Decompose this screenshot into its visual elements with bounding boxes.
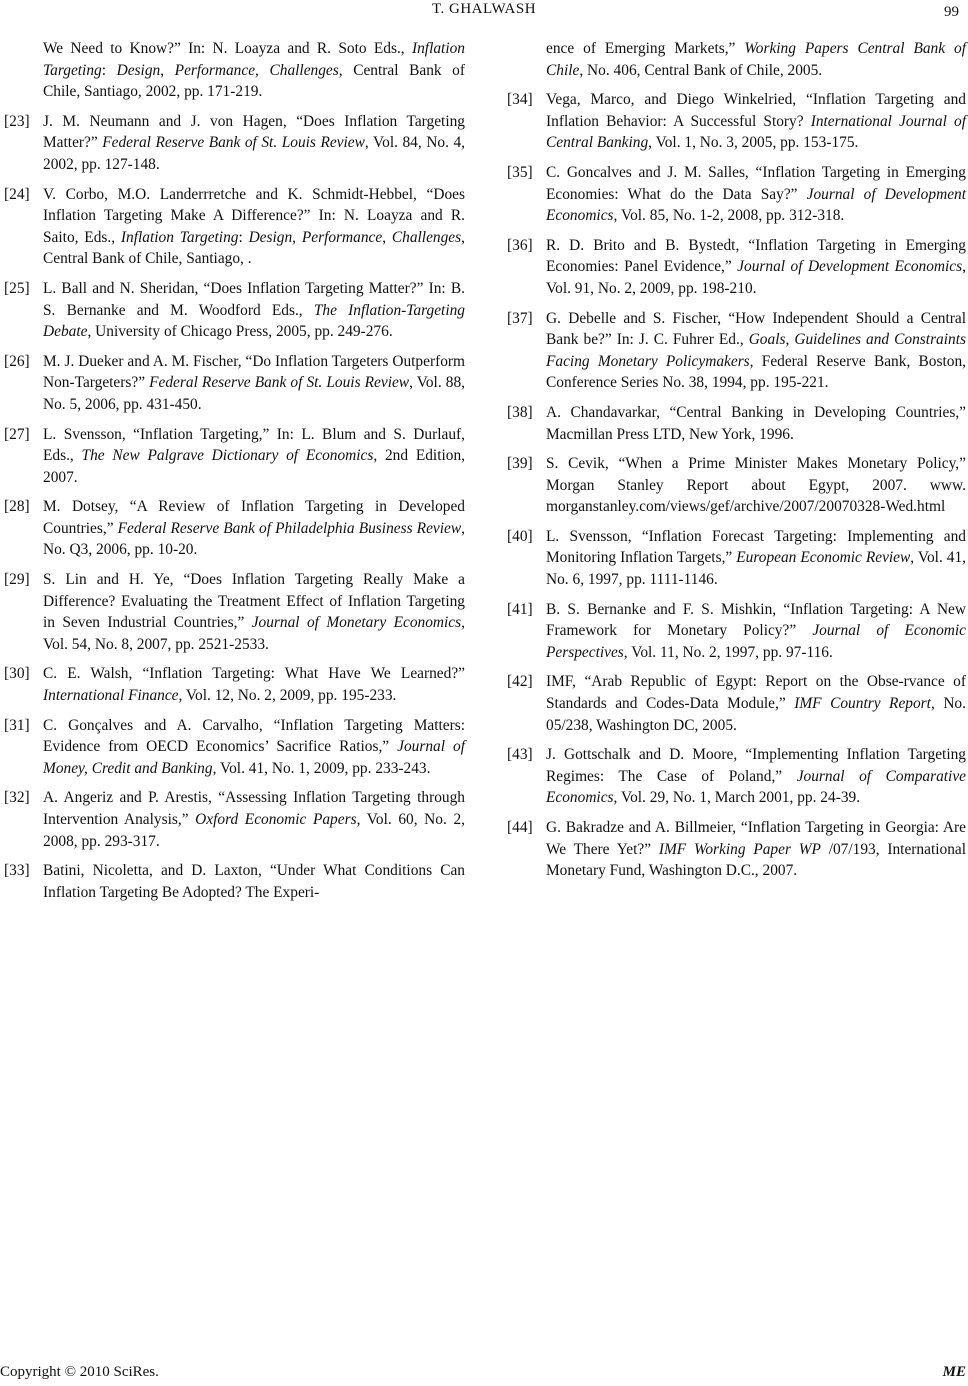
reference-entry <box>503 308 966 394</box>
text-segment: , Central Bank of Chile, Santiago, 2002, pp. 171-219. <box>43 61 465 101</box>
reference-entry <box>503 817 966 882</box>
reference-entry <box>0 351 465 416</box>
italic-title-segment: Federal Reserve Bank of Philadelphia Business Review <box>117 519 462 537</box>
reference-text <box>43 663 465 706</box>
text-segment: , Vol. 85, No. 1-2, 2008, pp. 312-318. <box>613 207 845 225</box>
italic-title-segment: International Finance <box>43 687 179 705</box>
reference-number: [28] <box>4 498 30 516</box>
text-segment: A. Chandavarkar, “Central Banking in Developing Countries,” Macmillan Press LTD, New York, 1996. <box>546 403 966 443</box>
reference-entry <box>503 235 966 300</box>
reference-number: [37] <box>507 309 533 327</box>
text-segment: : <box>101 61 117 79</box>
reference-entry <box>503 402 966 445</box>
text-segment: , <box>255 61 270 79</box>
italic-title-segment: Goals <box>748 331 786 349</box>
reference-entry <box>0 569 465 655</box>
left-column <box>0 38 465 911</box>
italic-title-segment: Journal of Economic Perspectives <box>546 622 966 661</box>
reference-entry <box>503 526 966 591</box>
reference-text <box>43 860 465 903</box>
reference-number: [35] <box>507 163 533 181</box>
italic-title-segment: Journal of Comparative Economics <box>546 767 966 807</box>
italic-title-segment: Challenges <box>269 61 339 79</box>
reference-text <box>43 351 465 416</box>
text-segment: C. E. Walsh, “Inflation Targeting: What Have We Learned?” <box>43 665 465 683</box>
text-segment: , Vol. 41, No. 6, 1997, pp. 1111-1146. <box>546 549 966 589</box>
text-segment: A. Angeriz and P. Arestis, “Assessing Inflation Targeting through Intervention Analysis,” <box>43 789 465 828</box>
text-segment: J. Gottschalk and D. Moore, “Implementing Inflation Targeting Regimes: The Case of Poland,” <box>546 746 966 785</box>
reference-number: [34] <box>507 91 533 109</box>
italic-title-segment: Journal of Development Economics <box>546 185 966 225</box>
text-segment: , Vol. 91, No. 2, 2009, pp. 198-210. <box>546 258 966 297</box>
italic-title-segment: Inflation Targeting <box>120 228 239 246</box>
reference-entry <box>503 162 966 227</box>
text-segment: , Vol. 41, No. 1, 2009, pp. 233-243. <box>212 759 431 777</box>
text-segment: , No. Q3, 2006, pp. 10-20. <box>43 519 465 559</box>
text-segment: , No. 05/238, Washington DC, 2005. <box>546 695 966 734</box>
italic-title-segment: IMF Working Paper WP <box>658 840 821 858</box>
italic-title-segment: European Economic Review <box>736 549 911 567</box>
reference-text <box>546 235 966 300</box>
reference-entry <box>503 671 966 736</box>
reference-text <box>43 111 465 176</box>
italic-title-segment: Federal Reserve Bank of St. Louis Review <box>102 134 365 152</box>
reference-text <box>43 715 465 780</box>
text-segment: , Vol. 84, No. 4, 2002, pp. 127-148. <box>43 134 465 173</box>
italic-title-segment: The Inflation-Targeting Debate <box>43 301 465 341</box>
italic-title-segment: Working Papers Central Bank of Chile <box>546 40 966 79</box>
text-segment: B. S. Bernanke and F. S. Mishkin, “Inflation Targeting: A New Framework for Monetary Policy?” <box>546 600 966 640</box>
reference-text <box>546 453 966 518</box>
reference-entry <box>503 744 966 809</box>
italic-title-segment: Journal of Money, Credit and Banking <box>43 738 465 777</box>
italic-title-segment: International Journal of Central Banking <box>546 112 966 152</box>
reference-number: [39] <box>507 455 533 473</box>
text-segment: M. J. Dueker and A. M. Fischer, “Do Inflation Targeters Outperform Non-Targeters?” <box>43 352 465 392</box>
reference-entry <box>0 184 465 270</box>
text-segment: , No. 406, Central Bank of Chile, 2005. <box>579 61 823 79</box>
italic-title-segment: Federal Reserve Bank of St. Louis Review <box>149 374 410 392</box>
reference-entry <box>0 111 465 176</box>
text-segment: R. D. Brito and B. Bystedt, “Inflation Targeting in Emerging Economies: Panel Evidence,” <box>546 236 966 276</box>
reference-number: [42] <box>507 673 533 691</box>
reference-list-right <box>503 89 966 882</box>
reference-number: [25] <box>4 279 30 297</box>
text-segment: , Vol. 1, No. 3, 2005, pp. 153-175. <box>648 134 859 152</box>
text-segment: , Vol. 60, No. 2, 2008, pp. 293-317. <box>43 811 466 850</box>
text-segment: L. Svensson, “Inflation Forecast Targeting: Implementing and Monitoring Inflation Targets,” <box>546 527 966 567</box>
text-segment: , University of Chicago Press, 2005, pp. 249-276. <box>87 323 393 341</box>
reference-number: [29] <box>4 571 30 589</box>
text-segment: , Federal Reserve Bank, Boston, Conference Series No. 38, 1994, pp. 195-221. <box>546 352 966 392</box>
reference-text <box>546 817 966 882</box>
text-segment: M. Dotsey, “A Review of Inflation Targeting in Developed Countries,” <box>43 498 465 537</box>
reference-number: [32] <box>4 789 30 807</box>
text-segment: We Need to Know?” In: N. Loayza and R. Soto Eds., <box>43 40 412 57</box>
reference-number: [44] <box>507 819 533 836</box>
text-segment: L. Svensson, “Inflation Targeting,” In: L. Blum and S. Durlauf, Eds., <box>43 425 465 465</box>
italic-title-segment: Challenges <box>391 228 462 246</box>
reference-text <box>43 569 465 655</box>
italic-title-segment: IMF Country Report <box>794 695 931 713</box>
reference-number: [40] <box>507 527 533 545</box>
reference-text <box>43 184 465 270</box>
italic-title-segment: Journal of Development Economics <box>737 258 963 276</box>
italic-title-segment: Journal of Monetary Economics <box>251 614 462 632</box>
reference-number: [36] <box>507 236 533 254</box>
reference-entry <box>0 496 465 561</box>
text-segment: IMF, “Arab Republic of Egypt: Report on the Obse-rvance of Standards and Codes-Data Module,” <box>546 673 966 713</box>
text-segment: S. Lin and H. Ye, “Does Inflation Targeting Really Make a Difference? Evaluating the Treatment Effect of Inflation Targeting in Seven Industrial Countries,” <box>43 571 465 632</box>
italic-title-segment: Performance <box>174 61 256 79</box>
text-segment: V. Corbo, M.O. Landerrretche and K. Schmidt-Hebbel, “Does Inflation Targeting Make A Difference?” In: N. Loayza and R. Saito, Eds., <box>43 185 465 246</box>
reference-entry <box>0 860 465 903</box>
reference-text <box>546 308 966 394</box>
text-segment: , Central Bank of Chile, Santiago, . <box>43 228 465 268</box>
reference-text <box>546 89 966 154</box>
text-segment: /07/193, International Monetary Fund, Washington D.C., 2007. <box>546 840 966 880</box>
reference-entry <box>503 89 966 154</box>
reference-entry <box>0 715 465 780</box>
text-segment: , <box>160 61 175 79</box>
reference-text <box>546 671 966 736</box>
reference-number: [43] <box>507 746 533 764</box>
reference-entry <box>0 663 465 706</box>
italic-title-segment: Performance <box>301 228 383 246</box>
reference-number: [23] <box>4 112 30 130</box>
reference-text <box>43 278 465 343</box>
reference-number: [24] <box>4 185 30 203</box>
reference-number: [26] <box>4 352 30 370</box>
text-segment: , Vol. 29, No. 1, March 2001, pp. 24-39. <box>613 789 861 807</box>
reference-number: [31] <box>4 716 30 734</box>
text-segment: , <box>382 228 392 246</box>
reference-continuation <box>503 38 966 81</box>
text-segment: , <box>292 228 302 246</box>
text-segment: C. Goncalves and J. M. Salles, “Inflation Targeting in Emerging Economies: What do the Data Say?” <box>546 163 966 203</box>
reference-number: [41] <box>507 600 533 618</box>
reference-number: [33] <box>4 862 30 880</box>
text-segment: S. Cevik, “When a Prime Minister Makes Monetary Policy,” Morgan Stanley Report about Egypt, 2007. www. morganstanley.com/views/gef/archive/2007/20070328-Wed.html <box>546 455 966 516</box>
right-column <box>503 38 966 890</box>
text-segment: , 2nd Edition, 2007. <box>43 447 465 486</box>
text-segment: C. Gonçalves and A. Carvalho, “Inflation Targeting Matters: Evidence from OECD Economics’ Sacrifice Ratios,” <box>43 716 465 756</box>
text-segment: , Vol. 54, No. 8, 2007, pp. 2521-2533. <box>43 614 465 653</box>
reference-text <box>546 599 966 664</box>
reference-number: [38] <box>507 403 533 421</box>
copyright-notice: Copyright © 2010 SciRes. <box>0 1364 159 1380</box>
reference-text <box>546 162 966 227</box>
reference-entry <box>503 599 966 664</box>
text-segment: G. Bakradze and A. Billmeier, “Inflation Targeting in Georgia: Are We There Yet?” <box>546 819 966 858</box>
text-segment: L. Ball and N. Sheridan, “Does Inflation Targeting Matter?” In: B. S. Bernanke and M. Woodford Eds., <box>43 279 465 319</box>
reference-text <box>546 402 966 445</box>
italic-title-segment: Oxford Economic Papers <box>195 811 357 828</box>
reference-text <box>43 496 465 561</box>
reference-number: [27] <box>4 425 30 443</box>
text-segment: , Vol. 12, No. 2, 2009, pp. 195-233. <box>178 687 397 705</box>
text-segment: , Vol. 88, No. 5, 2006, pp. 431-450. <box>43 374 465 413</box>
reference-entry <box>503 453 966 518</box>
reference-entry <box>0 278 465 343</box>
italic-title-segment: The New Palgrave Dictionary of Economics <box>81 447 374 465</box>
italic-title-segment: Guidelines and Constraints Facing Monetary Policymakers <box>546 331 966 370</box>
journal-abbreviation: ME <box>942 1364 966 1380</box>
text-segment: , <box>785 331 795 349</box>
text-segment: Vega, Marco, and Diego Winkelried, “Inflation Targeting and Inflation Behavior: A Successful Story? <box>546 91 966 130</box>
italic-title-segment: Inflation Targeting <box>43 40 465 79</box>
text-segment: , Vol. 11, No. 2, 1997, pp. 97-116. <box>623 643 833 661</box>
reference-text <box>43 424 465 489</box>
reference-entry <box>0 424 465 489</box>
text-segment: : <box>238 228 249 246</box>
reference-continuation <box>0 38 465 103</box>
page-number: 99 <box>944 4 959 20</box>
reference-list-left <box>0 111 465 904</box>
text-segment: Batini, Nicoletta, and D. Laxton, “Under What Conditions Can Inflation Targeting Be Adopted? The Experi- <box>43 862 465 901</box>
reference-number: [30] <box>4 665 30 683</box>
reference-entry <box>0 787 465 852</box>
reference-text <box>43 787 465 852</box>
italic-title-segment: Design <box>248 228 293 246</box>
running-header-author: T. GHALWASH <box>431 1 537 17</box>
reference-text <box>546 526 966 591</box>
italic-title-segment: Design <box>116 61 161 79</box>
text-segment: G. Debelle and S. Fischer, “How Independent Should a Central Bank be?” In: J. C. Fuhrer Ed., <box>546 309 966 349</box>
text-segment: J. M. Neumann and J. von Hagen, “Does Inflation Targeting Matter?” <box>43 112 465 152</box>
text-segment: ence of Emerging Markets,” <box>546 40 745 57</box>
reference-text <box>546 744 966 809</box>
